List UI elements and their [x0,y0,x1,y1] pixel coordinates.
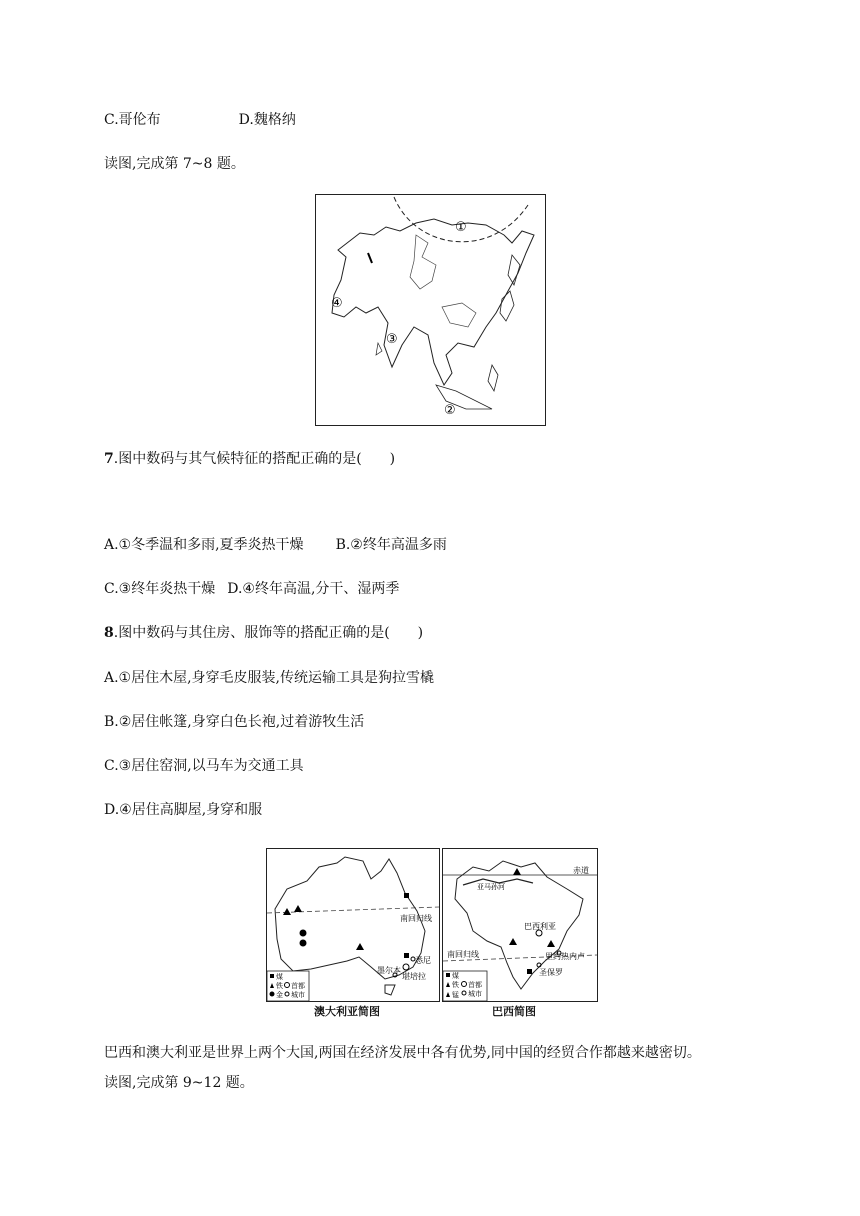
tropic-line [267,907,439,913]
gold-icon [300,930,307,937]
q7-option-a: A.①冬季温和多雨,夏季炎热干燥 [104,537,304,553]
legend-coal-icon [446,973,450,977]
iron-icon [294,905,302,912]
tasmania [385,985,395,995]
china-region [442,303,476,327]
q7-options-ab [104,535,447,555]
australia-map [266,848,440,1002]
q7-option-c: C.③终年炎热干燥 [104,581,216,597]
au-legend-city: 城市 [291,991,305,999]
philippines [488,365,498,391]
australia-map-drawing [267,849,439,1001]
iron-icon [547,940,555,947]
asia-map-drawing [316,195,545,425]
q6-options-cd [104,110,296,130]
q6-option-d: D.魏格纳 [238,112,296,128]
brazil-outline [455,861,583,989]
melbourne-label: 墨尔本 [377,966,401,975]
q8-stem [104,623,423,643]
legend-coal-icon [270,974,274,978]
q8-option-a: A.①居住木屋,身穿毛皮服装,传统运输工具是狗拉雪橇 [104,670,435,686]
australia-caption: 澳大利亚简图 [314,1005,380,1018]
asia-label-3: ③ [386,332,398,347]
sydney-label: 悉尼 [415,956,431,965]
canberra-label: 堪培拉 [402,972,426,981]
au-legend-coal: 煤 [276,973,283,981]
intro-9-12-line1: 巴西和澳大利亚是世界上两个大国,两国在经济发展中各有优势,同中国的经贸合作都越来越密切。 [104,1045,701,1061]
intro-7-8: 读图,完成第 7~8 题。 [104,156,245,172]
sri-lanka [376,343,382,355]
inner-region [410,235,436,289]
au-tropic-label: 南回归线 [400,914,432,923]
brasilia-label: 巴西利亚 [524,922,556,931]
border-mark [368,253,372,263]
coal-icon [404,893,409,898]
asia-label-1: ① [455,220,467,235]
q7-option-d: D.④终年高温,分干、湿两季 [227,581,400,597]
q7-text: .图中数码与其气候特征的搭配正确的是( ) [113,451,396,467]
coal-icon [404,953,409,958]
asia-map [315,194,546,426]
q8-option-d: D.④居住高脚屋,身穿和服 [104,802,263,818]
iron-icon [356,943,364,950]
q7-option-b: B.②终年高温多雨 [335,537,447,553]
amazon-label: 亚马孙河 [477,883,505,891]
brazil-map-drawing [443,849,597,1001]
q8-number: 8 [104,625,114,641]
q7-stem [104,449,395,469]
q8-option-c: C.③居住窑洞,以马车为交通工具 [104,758,304,774]
q8-text: .图中数码与其住房、服饰等的搭配正确的是( ) [113,625,424,641]
gold-icon [300,940,307,947]
br-tropic-label: 南回归线 [447,950,479,959]
iron-icon [283,908,291,915]
br-legend-city: 城市 [468,990,482,998]
q8-option-b: B.②居住帐篷,身穿白色长袍,过着游牧生活 [104,714,365,730]
intro-9-12-line2: 读图,完成第 9~12 题。 [104,1075,254,1091]
rio-label: 里约热内卢 [545,952,585,961]
legend-gold-icon [270,992,275,997]
au-legend-capital: 首都 [291,982,305,990]
iron-icon [513,868,521,875]
asia-label-2: ② [444,403,456,418]
asia-label-4: ④ [331,296,343,311]
au-legend-iron: 铁 [276,982,283,990]
asia-outline [332,219,534,385]
q7-number: 7 [104,451,114,467]
japan [500,291,514,321]
coal-icon [527,969,532,974]
br-legend-manganese: 锰 [452,991,459,999]
saopaulo-label: 圣保罗 [539,968,563,977]
brazil-caption: 巴西简图 [492,1005,536,1018]
brazil-map [442,848,598,1002]
br-legend-iron: 铁 [452,981,459,989]
q7-options-cd [104,579,399,599]
br-legend-capital: 首都 [468,981,482,989]
equator-label: 赤道 [573,866,589,875]
capital-icon [403,964,409,970]
iron-icon [509,938,517,945]
br-legend-coal: 煤 [452,972,459,980]
q6-option-c: C.哥伦布 [104,112,161,128]
au-legend-gold: 金 [276,991,283,999]
